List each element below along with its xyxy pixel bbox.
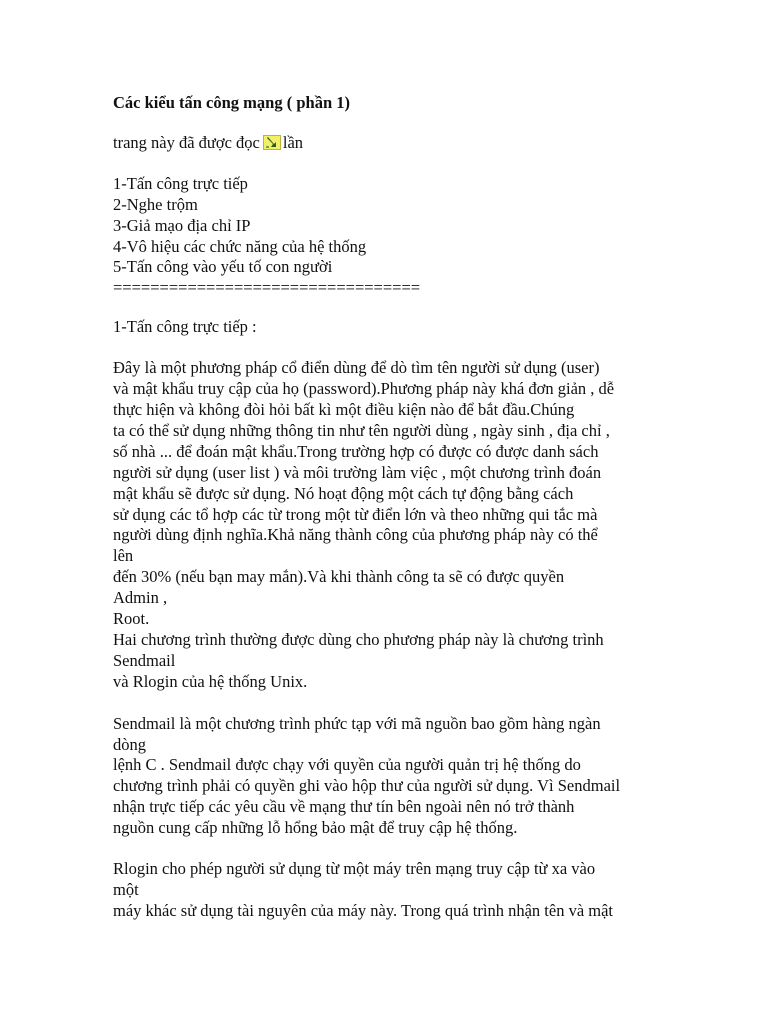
text-line: mật khẩu sẽ được sử dụng. Nó hoạt động một cách tự động bằng cách: [113, 483, 574, 503]
text-line: Sendmail là một chương trình phức tạp với mã nguồn bao gồm hàng ngàn: [113, 713, 601, 733]
text-line: nguồn cung cấp những lỗ hổng bảo mật để truy cập hệ thống.: [113, 818, 518, 838]
read-counter: [113, 133, 673, 154]
read-counter-suffix: lần: [282, 132, 304, 152]
text-line: ta có thể sử dụng những thông tin như tên người dùng , ngày sinh , địa chỉ ,: [113, 420, 610, 440]
page-counter-icon: [263, 135, 281, 150]
text-line: Sendmail: [113, 650, 176, 670]
text-line: Rlogin cho phép người sử dụng từ một máy trên mạng truy cập từ xa vào: [113, 859, 596, 879]
text-line: Root.: [113, 609, 150, 629]
separator-line: =================================: [113, 278, 421, 298]
text-line: nhận trực tiếp các yêu cầu về mạng thư tín bên ngoài nên nó trở thành: [113, 797, 575, 817]
text-line: số nhà ... để đoán mật khẩu.Trong trường hợp có được có được danh sách: [113, 441, 599, 461]
text-line: chương trình phải có quyền ghi vào hộp thư của người sử dụng. Vì Sendmail: [113, 776, 621, 796]
toc-item: 5-Tấn công vào yếu tố con người: [113, 257, 333, 277]
text-line: lên: [113, 546, 134, 566]
paragraph-direct-attack: [113, 358, 673, 693]
text-line: Admin ,: [113, 588, 168, 608]
text-line: và Rlogin của hệ thống Unix.: [113, 671, 308, 691]
toc-item: 3-Giả mạo địa chỉ IP: [113, 215, 251, 235]
paragraph-rlogin: [113, 859, 673, 922]
read-counter-prefix: trang này đã được đọc: [113, 132, 260, 152]
text-line: lệnh C . Sendmail được chạy với quyền của người quản trị hệ thống do: [113, 755, 581, 775]
text-line: và mật khẩu truy cập của họ (password).Phương pháp này khá đơn giản , dễ: [113, 379, 615, 399]
text-line: máy khác sử dụng tài nguyên của máy này. Trong quá trình nhận tên và mật: [113, 900, 614, 920]
toc-item: 4-Vô hiệu các chức năng của hệ thống: [113, 236, 367, 256]
toc-item: 2-Nghe trộm: [113, 194, 198, 214]
text-line: một: [113, 880, 139, 899]
text-line: người sử dụng (user list ) và môi trường làm việc , một chương trình đoán: [113, 462, 602, 482]
document-content: [113, 93, 673, 922]
text-line: đến 30% (nếu bạn may mắn).Và khi thành công ta sẽ có được quyền: [113, 567, 565, 587]
text-line: sử dụng các tổ hợp các từ trong một từ điển lớn và theo những qui tắc mà: [113, 504, 598, 524]
paragraph-sendmail: [113, 714, 673, 839]
page-title: Các kiểu tấn công mạng ( phần 1): [113, 93, 350, 112]
text-line: Hai chương trình thường được dùng cho phương pháp này là chương trình: [113, 629, 604, 649]
toc-item: 1-Tấn công trực tiếp: [113, 173, 248, 193]
text-line: người dùng định nghĩa.Khả năng thành công của phương pháp này có thể: [113, 525, 598, 545]
text-line: Đây là một phương pháp cổ điển dùng để dò tìm tên người sử dụng (user): [113, 358, 600, 378]
section-heading: 1-Tấn công trực tiếp :: [113, 317, 257, 337]
text-line: thực hiện và không đòi hỏi bất kì một điều kiện nào để bắt đầu.Chúng: [113, 399, 575, 419]
text-line: dòng: [113, 734, 146, 754]
table-of-contents: [113, 174, 673, 279]
